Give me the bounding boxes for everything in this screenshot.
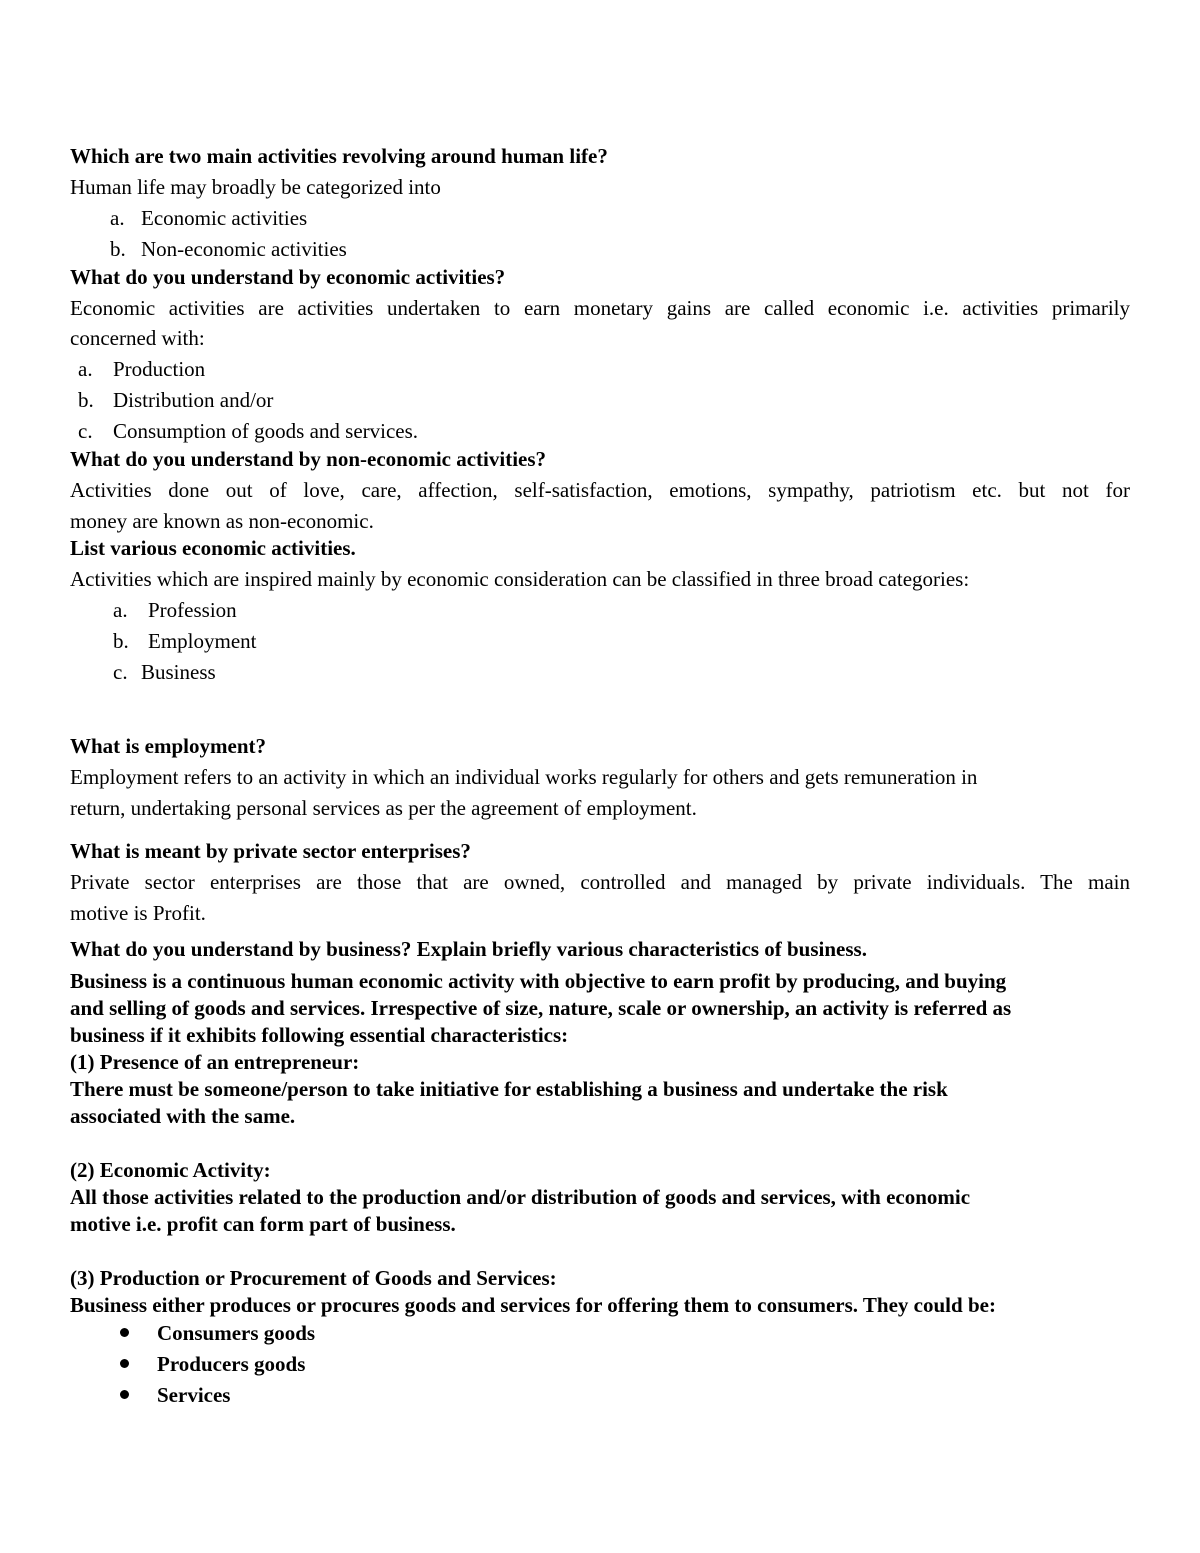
list-marker: b. bbox=[113, 629, 129, 653]
list-marker: b. bbox=[110, 237, 126, 261]
paragraph: All those activities related to the production and/or distribution of goods and services, with economic bbox=[70, 1185, 971, 1209]
characteristic-title: (2) Economic Activity: bbox=[70, 1158, 271, 1182]
list-item: Non-economic activities bbox=[141, 237, 347, 261]
paragraph: Activities which are inspired mainly by economic consideration can be classified in three broad categories: bbox=[70, 567, 970, 591]
paragraph: and selling of goods and services. Irrespective of size, nature, scale or ownership, an activity is referred as bbox=[70, 996, 1012, 1020]
list-marker: a. bbox=[110, 206, 125, 230]
list-item: Business bbox=[141, 660, 216, 684]
bullet-icon bbox=[120, 1359, 129, 1368]
bullet-icon bbox=[120, 1328, 129, 1337]
list-item: Profession bbox=[148, 598, 237, 622]
question-heading: List various economic activities. bbox=[70, 536, 356, 560]
paragraph: Private sector enterprises are those that are owned, controlled and managed by private individuals. The main bbox=[70, 870, 1130, 894]
paragraph: motive is Profit. bbox=[70, 901, 206, 925]
paragraph: associated with the same. bbox=[70, 1104, 296, 1128]
list-item: Economic activities bbox=[141, 206, 308, 230]
list-item: Producers goods bbox=[157, 1352, 306, 1376]
bullet-icon bbox=[120, 1390, 129, 1399]
list-item: Employment bbox=[148, 629, 257, 653]
list-marker: c. bbox=[78, 419, 93, 443]
question-heading: What is meant by private sector enterprises? bbox=[70, 839, 471, 863]
paragraph: motive i.e. profit can form part of business. bbox=[70, 1212, 456, 1236]
list-item: Distribution and/or bbox=[113, 388, 274, 412]
characteristic-title: (3) Production or Procurement of Goods and Services: bbox=[70, 1266, 557, 1290]
list-marker: a. bbox=[113, 598, 128, 622]
list-marker: c. bbox=[113, 660, 128, 684]
paragraph: business if it exhibits following essential characteristics: bbox=[70, 1023, 569, 1047]
list-item: Consumption of goods and services. bbox=[113, 419, 419, 443]
list-item: Services bbox=[157, 1383, 231, 1407]
list-marker: b. bbox=[78, 388, 94, 412]
paragraph: Employment refers to an activity in which an individual works regularly for others and gets remuneration in bbox=[70, 765, 978, 789]
list-marker: a. bbox=[78, 357, 93, 381]
list-item: Consumers goods bbox=[157, 1321, 316, 1345]
question-heading: Which are two main activities revolving around human life? bbox=[70, 144, 608, 168]
paragraph: Human life may broadly be categorized into bbox=[70, 175, 441, 199]
question-heading: What do you understand by economic activities? bbox=[70, 265, 506, 289]
paragraph: Activities done out of love, care, affection, self-satisfaction, emotions, sympathy, patriotism etc. but not for bbox=[70, 478, 1130, 502]
paragraph: There must be someone/person to take initiative for establishing a business and undertake the risk bbox=[70, 1077, 948, 1101]
question-heading: What do you understand by non-economic activities? bbox=[70, 447, 547, 471]
paragraph: return, undertaking personal services as per the agreement of employment. bbox=[70, 796, 697, 820]
paragraph: concerned with: bbox=[70, 326, 205, 350]
paragraph: Business either produces or procures goods and services for offering them to consumers. They could be: bbox=[70, 1293, 996, 1317]
characteristic-title: (1) Presence of an entrepreneur: bbox=[70, 1050, 360, 1074]
paragraph: Economic activities are activities undertaken to earn monetary gains are called economic i.e. activities primarily bbox=[70, 296, 1130, 320]
question-heading: What do you understand by business? Explain briefly various characteristics of business. bbox=[70, 937, 867, 961]
paragraph: Business is a continuous human economic activity with objective to earn profit by producing, and buying bbox=[70, 969, 1007, 993]
paragraph: money are known as non-economic. bbox=[70, 509, 374, 533]
list-item: Production bbox=[113, 357, 206, 381]
question-heading: What is employment? bbox=[70, 734, 266, 758]
